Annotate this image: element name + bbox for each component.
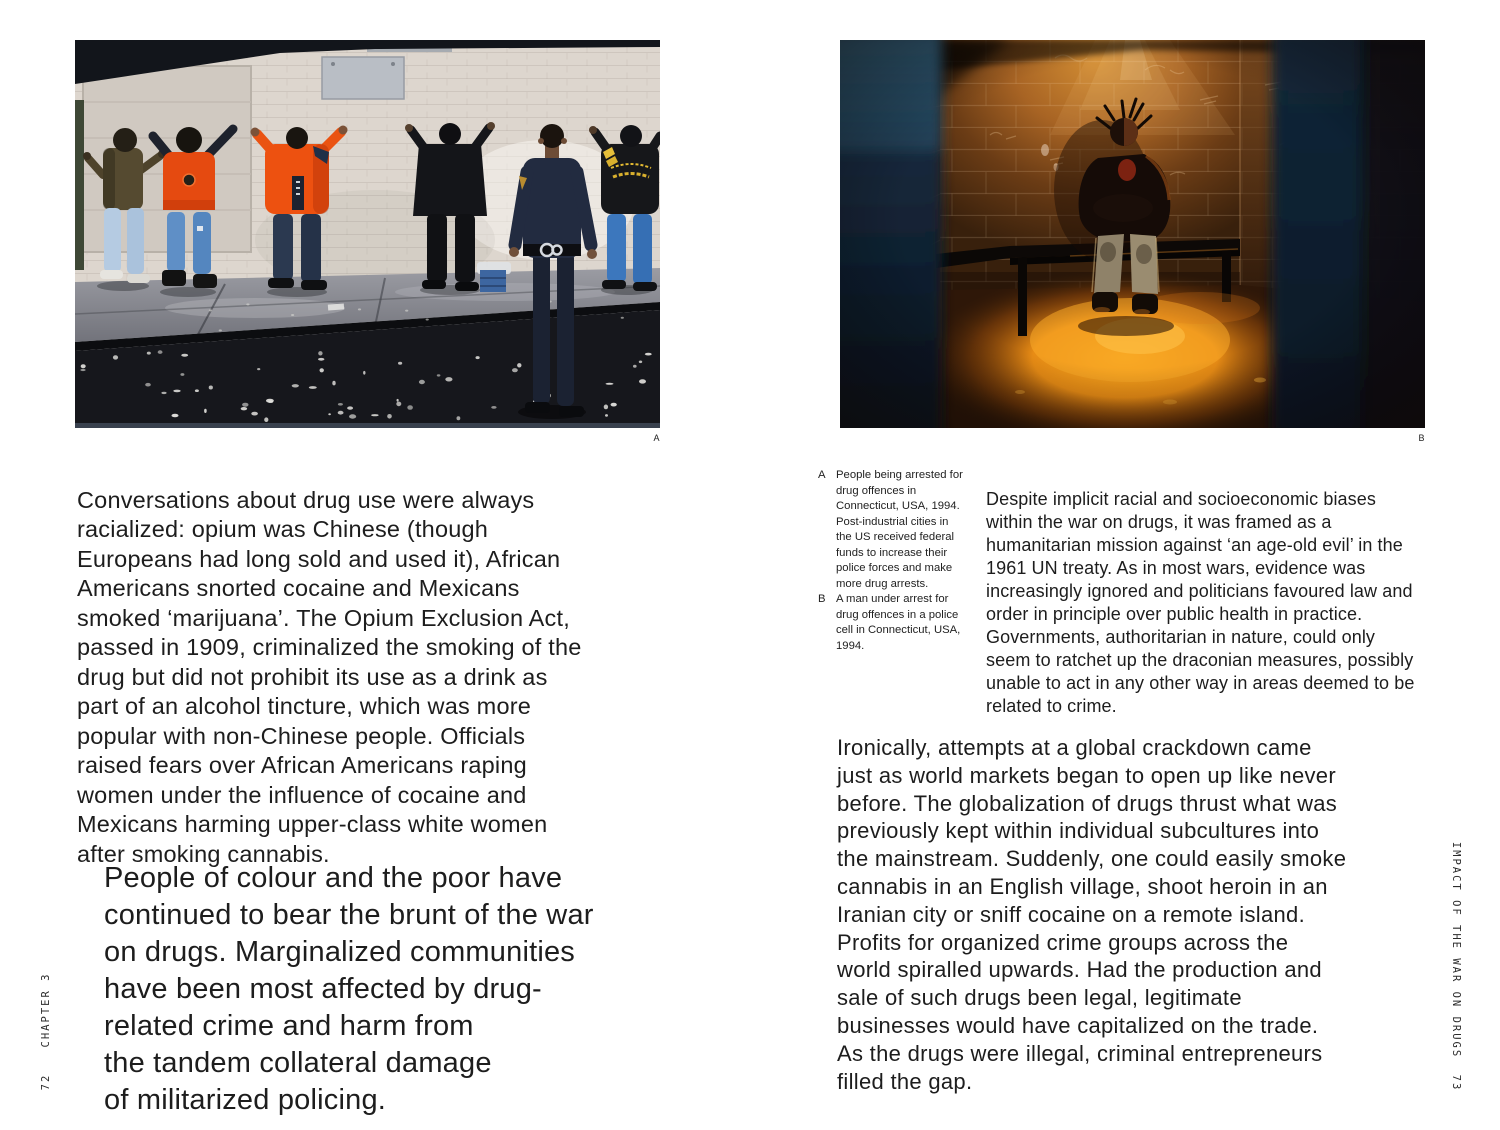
chapter-label: CHAPTER 3 xyxy=(40,972,52,1048)
photo-b-police-cell xyxy=(840,40,1425,428)
running-title: IMPACT OF THE WAR ON DRUGS xyxy=(1450,841,1462,1059)
caption-a-label: A xyxy=(818,469,826,481)
pull-quote-line: on drugs. Marginalized communities xyxy=(104,936,576,968)
vignette xyxy=(840,40,1425,428)
pull-quote-line: the tandem collateral damage xyxy=(104,1047,492,1079)
page-number-right: 73 xyxy=(1450,1074,1462,1092)
right-page-paragraph-1: Despite implicit racial and socioeconomic biases within the war on drugs, it was framed as a humanitarian mission against ‘an age-old evil’ in the 1961 UN treaty. As in most wars, evidence was increasingly ignored and politicians favoured law and order in principle over public health in practice. Governments, authoritarian in nature, could only seem to ratchet up the draconian measures, possibly unable to act in any other way in areas deemed to be related to crime. xyxy=(986,489,1415,716)
pull-quote-line: of militarized policing. xyxy=(104,1084,387,1116)
pull-quote-line: People of colour and the poor have xyxy=(104,862,563,894)
photo-captions xyxy=(818,468,964,654)
photo-b-label: B xyxy=(1418,433,1425,443)
caption-b-label: B xyxy=(818,593,826,605)
caption-a-text: People being arrested for drug offences in Connecticut, USA, 1994. Post-industrial cities in the US received federal funds to increase their police forces and make more drug arrests. xyxy=(836,469,963,590)
caption-a xyxy=(818,468,964,592)
caption-b-text: A man under arrest for drug offences in a police cell in Connecticut, USA, 1994. xyxy=(836,593,961,652)
page-number-left: 72 xyxy=(40,1073,52,1091)
photo-a-street-arrest xyxy=(75,40,660,428)
right-page-paragraph-2: Ironically, attempts at a global crackdown came just as world markets began to open up like never before. The globalization of drugs thrust what was previously kept within individual subcultures into the mainstream. Suddenly, one could easily smoke cannabis in an English village, shoot heroin in an Iranian city or sniff cocaine on a remote island. Profits for organized crime groups across the world spiralled upwards. Had the production and sale of such drugs been legal, legitimate businesses would have capitalized on the trade. As the drugs were illegal, criminal entrepreneurs filled the gap. xyxy=(837,735,1347,1094)
photo-a-label: A xyxy=(653,433,660,443)
pull-quote xyxy=(104,860,594,1119)
police-cell-illustration xyxy=(840,40,1425,428)
street-arrest-illustration xyxy=(75,40,660,428)
pull-quote-line: continued to bear the brunt of the war xyxy=(104,899,594,931)
pull-quote-line: related crime and harm from xyxy=(104,1010,474,1042)
caption-b xyxy=(818,592,964,654)
left-page-paragraph: Conversations about drug use were always racialized: opium was Chinese (though Europeans had long sold and used it), African Americans snorted cocaine and Mexicans smoked ‘marijuana’. The Opium Exclusion Act, passed in 1909, criminalized the smoking of the drug but did not prohibit its use as a drink as part of an alcohol tincture, which was more popular with non-Chinese people. Officials raised fears over African Americans raping women under the influence of cocaine and Mexicans harming upper-class white women after smoking cannabis. xyxy=(77,486,582,867)
pull-quote-line: have been most affected by drug- xyxy=(104,973,542,1005)
